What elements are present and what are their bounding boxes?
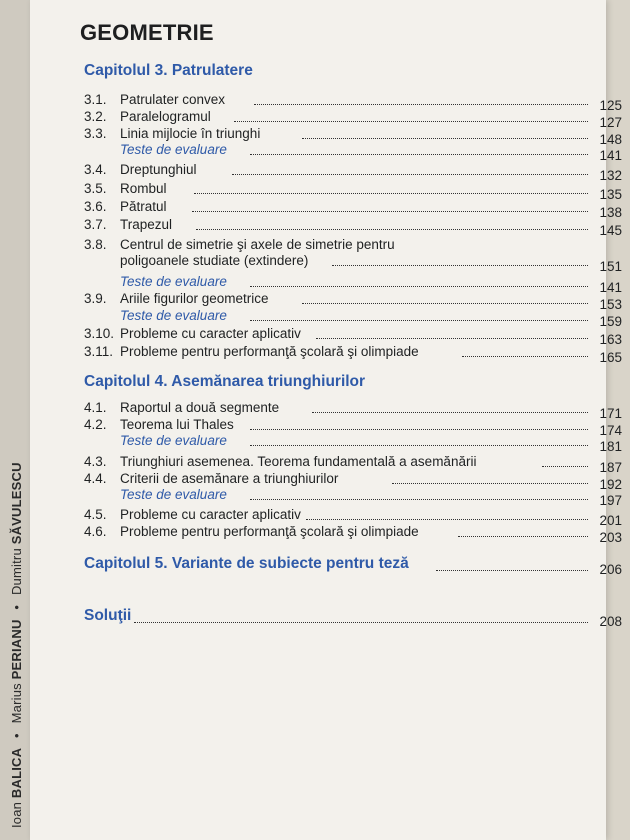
entry-page: 174: [599, 423, 622, 438]
toc-entry[interactable]: [84, 237, 624, 274]
entry-title: Teste de evaluare: [120, 142, 227, 157]
entry-page: 201: [599, 513, 622, 528]
entry-title: Ariile figurilor geometrice: [120, 291, 269, 306]
entry-page: 148: [599, 132, 622, 147]
entry-page: 165: [599, 350, 622, 365]
entry-page: 145: [599, 223, 622, 238]
leader-dots: [192, 211, 588, 212]
leader-dots: [462, 356, 588, 357]
entry-page: 181: [599, 439, 622, 454]
entry-title: Teorema lui Thales: [120, 417, 234, 432]
solutions-title: Soluţii: [84, 607, 132, 624]
author2-first: Marius: [9, 683, 24, 724]
entry-number: 3.6.: [84, 199, 107, 214]
leader-dots: [250, 154, 588, 155]
entry-page: 187: [599, 460, 622, 475]
entry-number: 4.1.: [84, 400, 107, 415]
toc-page: [30, 0, 622, 840]
entry-title: Teste de evaluare: [120, 433, 227, 448]
entry-number: 3.4.: [84, 162, 107, 177]
entry-number: 3.7.: [84, 217, 107, 232]
entry-number: 4.6.: [84, 524, 107, 539]
entry-page: 197: [599, 493, 622, 508]
author-separator: •: [9, 733, 24, 738]
entry-number: 4.4.: [84, 471, 107, 486]
entry-number: 3.10.: [84, 326, 115, 341]
leader-dots: [542, 466, 588, 467]
entry-number: 3.2.: [84, 109, 107, 124]
leader-dots: [436, 570, 588, 571]
entry-page: 203: [599, 530, 622, 545]
entry-title: Teste de evaluare: [120, 308, 227, 323]
entry-number: 3.8.: [84, 237, 107, 252]
author1-first: Ioan: [9, 801, 24, 828]
leader-dots: [332, 265, 588, 266]
solutions-page: 208: [599, 614, 622, 629]
entry-page: 151: [599, 259, 622, 274]
leader-dots: [250, 445, 588, 446]
leader-dots: [134, 622, 588, 623]
entry-title: Centrul de simetrie şi axele de simetrie pentru: [120, 237, 395, 252]
entry-title-line2: poligoanele studiate (extindere): [120, 253, 309, 268]
leader-dots: [306, 519, 588, 520]
entry-page: 132: [599, 168, 622, 183]
entry-title: Probleme cu caracter aplicativ: [120, 326, 301, 341]
entry-title: Raportul a două segmente: [120, 400, 280, 415]
leader-dots: [458, 536, 588, 537]
chapter-5-page: 206: [599, 562, 622, 577]
entry-title: Triunghiuri asemenea. Teorema fundamentală a asemănării: [120, 454, 477, 469]
entry-page: 141: [599, 280, 622, 295]
entry-number: 3.3.: [84, 126, 107, 141]
entry-title: Paralelogramul: [120, 109, 211, 124]
leader-dots: [392, 483, 588, 484]
entry-title: Teste de evaluare: [120, 274, 227, 289]
leader-dots: [250, 429, 588, 430]
leader-dots: [232, 174, 588, 175]
entry-number: 3.9.: [84, 291, 107, 306]
entry-page: 159: [599, 314, 622, 329]
entry-number: 4.2.: [84, 417, 107, 432]
author3-first: Dumitru: [9, 548, 24, 596]
entry-number: 3.5.: [84, 181, 107, 196]
entry-page: 127: [599, 115, 622, 130]
entry-title: Probleme pentru performanţă şcolară şi olimpiade: [120, 524, 419, 539]
leader-dots: [234, 121, 588, 122]
entry-title: Rombul: [120, 181, 167, 196]
chapter-4-title: Capitolul 4. Asemănarea triunghiurilor: [84, 373, 366, 390]
leader-dots: [254, 104, 588, 105]
chapter-5-title: Capitolul 5. Variante de subiecte pentru teză: [84, 555, 409, 572]
leader-dots: [250, 286, 588, 287]
entry-title: Pătratul: [120, 199, 167, 214]
section-title: GEOMETRIE: [80, 20, 214, 45]
leader-dots: [196, 229, 588, 230]
entry-page: 125: [599, 98, 622, 113]
entry-title: Probleme pentru performanţă şcolară şi olimpiade: [120, 344, 419, 359]
leader-dots: [250, 320, 588, 321]
entry-title: Dreptunghiul: [120, 162, 197, 177]
entry-page: 171: [599, 406, 622, 421]
leader-dots: [302, 303, 588, 304]
entry-title: Criterii de asemănare a triunghiurilor: [120, 471, 339, 486]
leader-dots: [302, 138, 588, 139]
entry-title: Linia mijlocie în triunghi: [120, 126, 261, 141]
entry-title: Patrulater convex: [120, 92, 226, 107]
entry-page: 135: [599, 187, 622, 202]
leader-dots: [316, 338, 588, 339]
entry-number: 4.3.: [84, 454, 107, 469]
author3-last: SĂVULESCU: [9, 462, 24, 545]
authors-vertical: [9, 462, 24, 828]
entry-number: 3.11.: [84, 344, 114, 359]
leader-dots: [194, 193, 588, 194]
entry-page: 138: [599, 205, 622, 220]
entry-number: 3.1.: [84, 92, 107, 107]
entry-title: Teste de evaluare: [120, 487, 227, 502]
entry-title: Trapezul: [120, 217, 173, 232]
chapter-3-title: Capitolul 3. Patrulatere: [84, 62, 253, 79]
entry-number: 4.5.: [84, 507, 107, 522]
leader-dots: [250, 499, 588, 500]
author1-last: BALICA: [9, 747, 24, 799]
entry-page: 163: [599, 332, 622, 347]
entry-page: 192: [599, 477, 622, 492]
leader-dots: [312, 412, 588, 413]
author2-last: PERIANU: [9, 619, 24, 680]
author-separator: •: [9, 604, 24, 610]
entry-page: 141: [599, 148, 622, 163]
entry-page: 153: [599, 297, 622, 312]
entry-title: Probleme cu caracter aplicativ: [120, 507, 301, 522]
